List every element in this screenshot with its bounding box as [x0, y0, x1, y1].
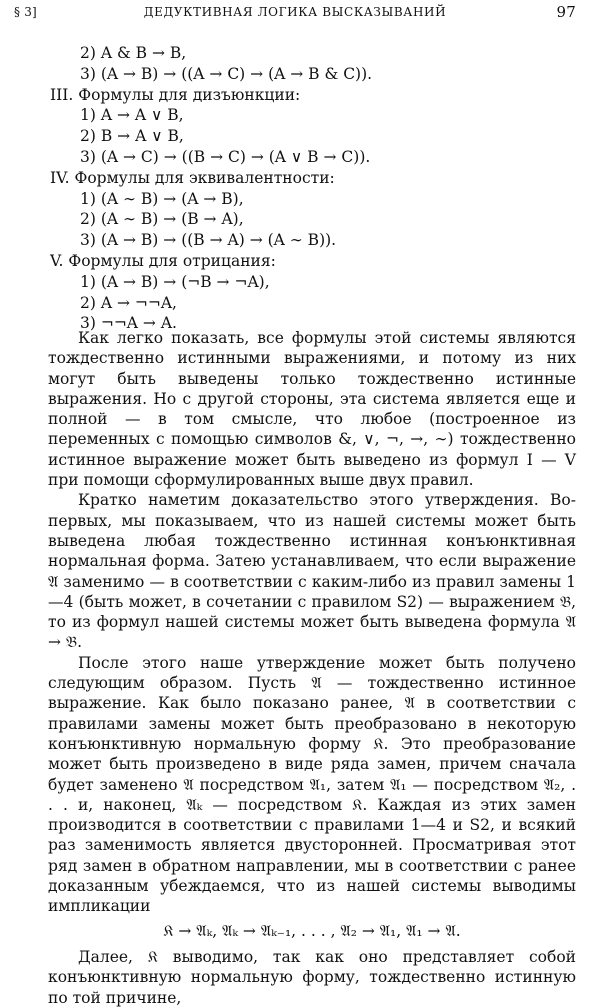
body-text — [48, 328, 576, 1008]
formula-line: 2) A & B → B, — [80, 44, 187, 62]
paragraph: Как легко показать, все формулы этой системы являются тождественно истинными выражениями, и потому из них могут быть выведены только тождественно истинные выражения. Но с другой стороны, эта система является еще и полной — в том смысле, что любое (построенное из переменных с помощью символов &, ∨, ¬, →, ∼) тождественно истинное выражение может быть выведено из формул I — V при помощи сформулированных выше двух правил. — [48, 329, 576, 490]
paragraph: Далее, 𝔎 выводимо, так как оно представляет собой конъюнктивную нормальную форму, тождественно истинную по той причине, — [48, 947, 576, 1007]
formula-line: 1) (A ∼ B) → (A → B), — [80, 189, 244, 208]
formula-line: 3) (A → C) → ((B → C) → (A ∨ B → C)). — [80, 147, 371, 166]
formula-line: 2) B → A ∨ B, — [80, 127, 184, 146]
page-number: 97 — [556, 3, 576, 21]
formula-line: 3) (A → B) → ((B → A) → (A ∼ B)). — [80, 231, 337, 250]
paragraph: После этого наше утверждение может быть получено следующим образом. Пусть 𝔄 — тождественно истинное выражение. Как было показано ранее, 𝔄 в соответствии с правилами замены может быть преобразовано в некоторую конъюнктивную нормальную форму 𝔎. Это преобразование может быть произведено в виде ряда замен, причем сначала будет заменено 𝔄 посредством 𝔄₁, затем 𝔄₁ — посредством 𝔄₂, . . . и, наконец, 𝔄ₖ — посредством 𝔎. Каждая из этих замен производится в соответствии с правилами 1—4 и S2, и всякий раз заменимость является двусторонней. Просматривая этот ряд замен в обратном направлении, мы в соответствии с ранее доказанным убеждаемся, что из нашей системы выводимы импликации — [48, 653, 576, 916]
section-marker: § 3] — [14, 5, 37, 19]
formula-group-heading: V. Формулы для отрицания: — [50, 251, 276, 270]
formula-line: 2) A → ¬¬A, — [80, 293, 177, 312]
running-title: ДЕДУКТИВНАЯ ЛОГИКА ВЫСКАЗЫВАНИЙ — [143, 5, 447, 19]
formula-line: 1) A → A ∨ B, — [80, 106, 184, 125]
formula-line: 2) (A ∼ B) → (B → A), — [80, 210, 244, 229]
running-header — [14, 3, 576, 23]
axiom-list — [50, 43, 372, 334]
display-formula: 𝔎 → 𝔄ₖ, 𝔄ₖ → 𝔄ₖ₋₁, . . . , 𝔄₂ → 𝔄₁, 𝔄₁ → 𝔄. — [163, 921, 461, 940]
formula-line: 3) (A → B) → ((A → C) → (A → B & C)). — [80, 64, 373, 83]
formula-group-heading: III. Формулы для дизъюнкции: — [50, 85, 301, 104]
paragraph: Кратко наметим доказательство этого утверждения. Во-первых, мы показываем, что из нашей системы может быть выведена любая тождественно истинная конъюнктивная нормальная форма. Затею устанавливаем, что если выражение 𝔄 заменимо — в соответствии с каким-либо из правил замены 1—4 (быть может, в сочетании с правилом S2) — выражением 𝔅, то из формул нашей системы может быть выведена формула 𝔄 → 𝔅. — [48, 491, 576, 652]
formula-group-heading: IV. Формулы для эквивалентности: — [50, 168, 335, 187]
formula-line: 1) (A → B) → (¬B → ¬A), — [80, 272, 270, 291]
formula-line: 3) ¬¬A → A. — [80, 314, 177, 333]
